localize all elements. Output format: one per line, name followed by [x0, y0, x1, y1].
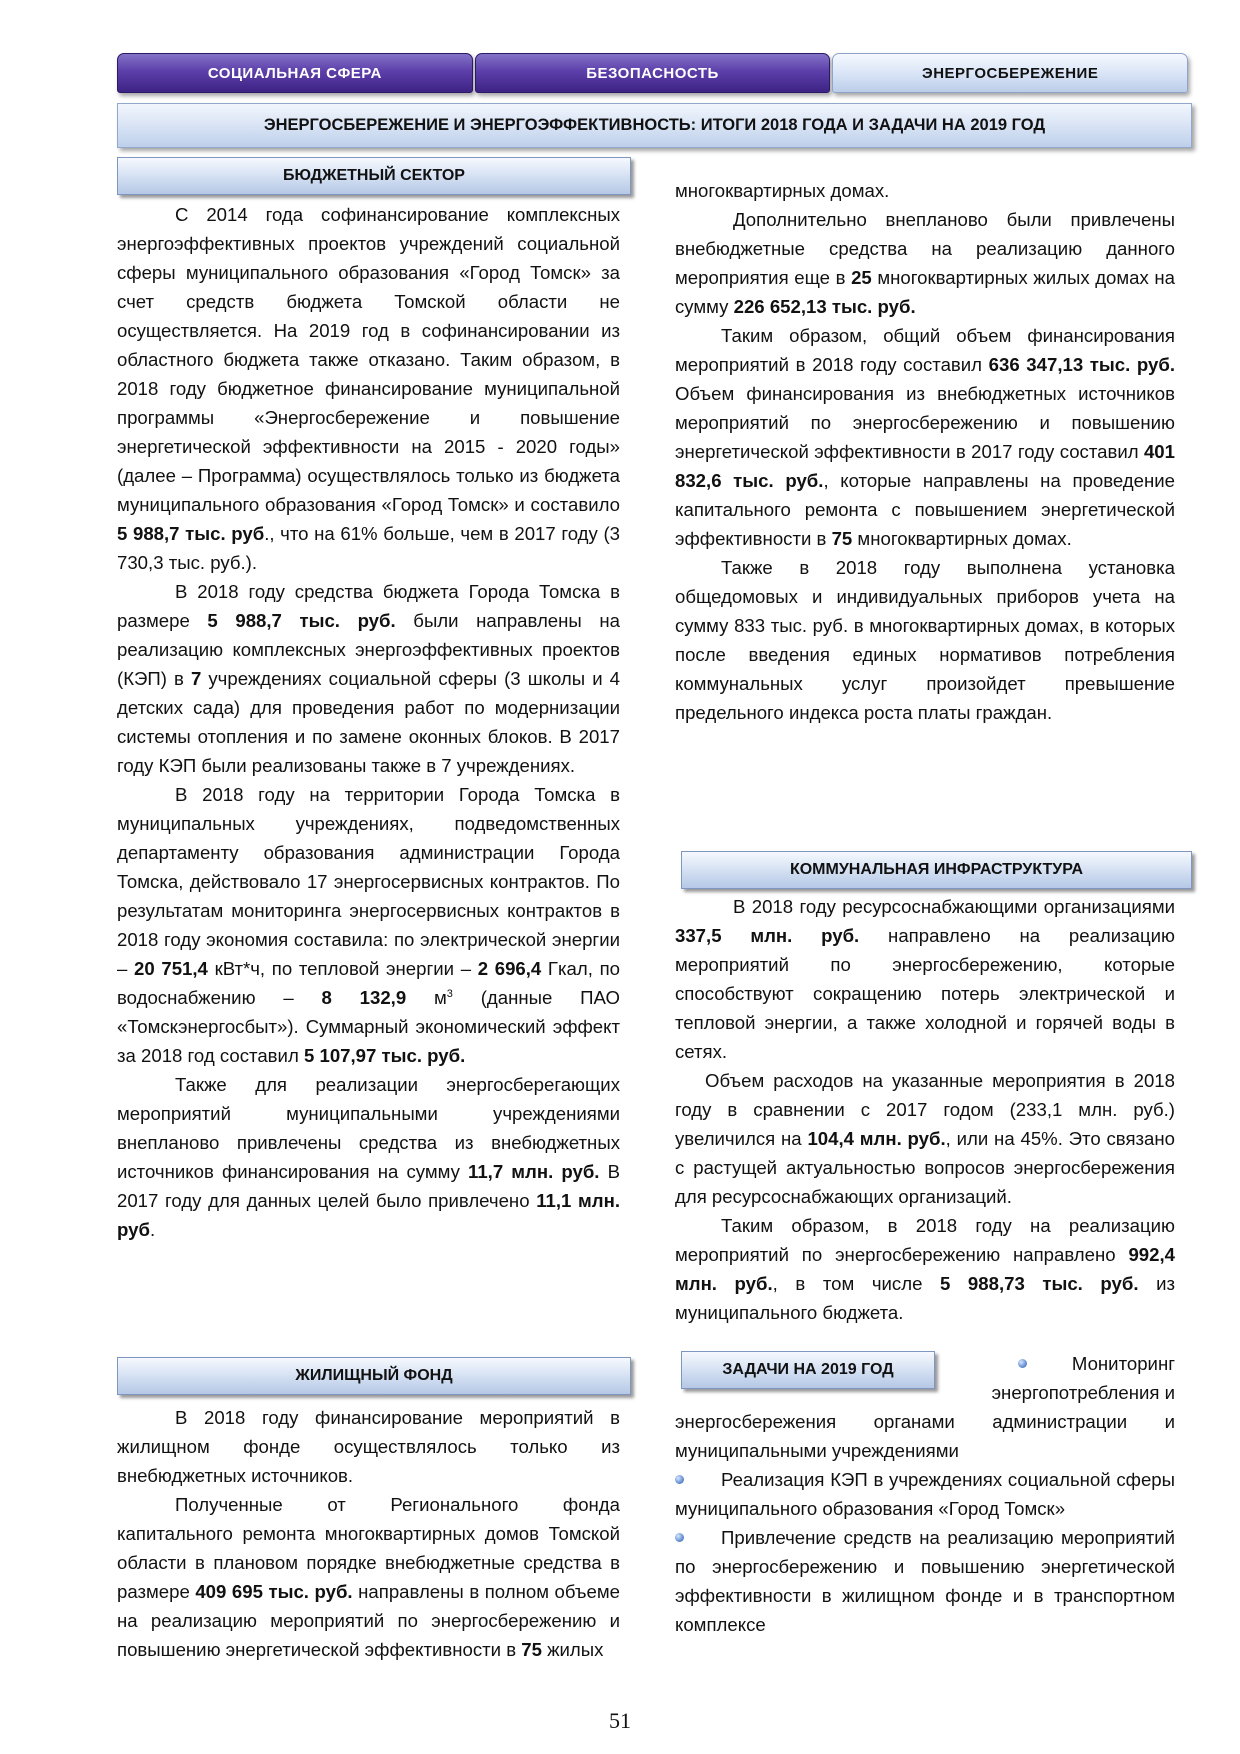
- right-column-housing-cont: [675, 176, 1175, 727]
- paragraph: Объем расходов на указанные мероприятия в 2018 году в сравнении с 2017 годом (233,1 млн. руб.) увеличился на 104,4 млн. руб., или на 45%. Это связано с растущей актуальностью вопросов энергосбережения для ресурсоснабжающих организаций.: [675, 1070, 1175, 1207]
- tab-social-sphere[interactable]: СОЦИАЛЬНАЯ СФЕРА: [117, 53, 473, 93]
- paragraph: С 2014 года софинансирование комплексных энергоэффективных проектов учреждений социальной сферы муниципального образования «Город Томск» за счет средств бюджета Томской области не осуществляется. На 2019 год в софинансировании из областного бюджета также отказано. Таким образом, в 2018 году бюджетное финансирование муниципальной программы «Энергосбережение и повышение энергетической эффективности на 2015 - 2020 годы» (далее – Программа) осуществлялось только из бюджета муниципального образования «Город Томск» и составило 5 988,7 тыс. руб., что на 61% больше, чем в 2017 году (3 730,3 тыс. руб.).: [117, 204, 620, 573]
- paragraph: Дополнительно внепланово были привлечены внебюджетные средства на реализацию данного мероприятия еще в 25 многоквартирных жилых домах на сумму 226 652,13 тыс. руб.: [675, 209, 1176, 317]
- paragraph: Также в 2018 году выполнена установка общедомовых и индивидуальных приборов учета на сумму 833 тыс. руб. в многоквартирных домах, в которых после введения единых нормативов потребления коммунальных услуг произойдет превышение предельного индекса роста платы граждан.: [675, 557, 1175, 723]
- right-column-communal: [675, 892, 1175, 1327]
- section-header-housing: ЖИЛИЩНЫЙ ФОНД: [117, 1357, 631, 1395]
- paragraph: Таким образом, общий объем финансирования мероприятий в 2018 году составил 636 347,13 тыс. руб. Объем финансирования из внебюджетных источников мероприятий по энергосбережению и повышению энергетической эффективности в 2017 году составил 401 832,6 тыс. руб., которые направлены на проведение капитального ремонта с повышением энергетической эффективности в 75 многоквартирных домах.: [675, 325, 1175, 549]
- article-title-banner: ЭНЕРГОСБЕРЕЖЕНИЕ И ЭНЕРГОЭФФЕКТИВНОСТЬ: ИТОГИ 2018 ГОДА И ЗАДАЧИ НА 2019 ГОД: [117, 103, 1192, 148]
- paragraph: В 2018 году финансирование мероприятий в жилищном фонде осуществлялось только из внебюджетных источников.: [117, 1407, 620, 1486]
- bullet-icon: [675, 1533, 684, 1542]
- tab-security[interactable]: БЕЗОПАСНОСТЬ: [475, 53, 831, 93]
- paragraph: Таким образом, в 2018 году на реализацию мероприятий по энергосбережению направлено 992,4 млн. руб., в том числе 5 988,73 тыс. руб. из муниципального бюджета.: [675, 1215, 1176, 1323]
- list-item: Привлечение средств на реализацию мероприятий по энергосбережению и повышению энергетической эффективности в жилищном фонде и в транспортном комплексе: [675, 1527, 1175, 1635]
- tab-energy-saving[interactable]: ЭНЕРГОСБЕРЕЖЕНИЕ: [832, 53, 1188, 93]
- task-item-1-head: [960, 1349, 1175, 1407]
- paragraph: В 2018 году ресурсоснабжающими организациями 337,5 млн. руб. направлено на реализацию мероприятий по энергосбережению, которые способствуют сокращению потерь электрической и тепловой энергии, а также холодной и горячей воды в сетях.: [675, 896, 1175, 1062]
- left-column-budget: [117, 200, 620, 1244]
- bullet-icon: [1018, 1359, 1027, 1368]
- paragraph: В 2018 году средства бюджета Города Томска в размере 5 988,7 тыс. руб. были направлены на реализацию комплексных энергоэффективных проектов (КЭП) в 7 учреждениях социальной сферы (3 школы и 4 детских сада) для проведения работ по модернизации системы отопления и по замене оконных блоков. В 2017 году КЭП были реализованы также в 7 учреждениях.: [117, 581, 620, 776]
- left-column-housing: [117, 1403, 620, 1664]
- list-item: Мониторинг: [1071, 1353, 1175, 1374]
- page-number: 51: [609, 1708, 631, 1733]
- section-tab-bar: [117, 53, 1190, 93]
- bullet-icon: [675, 1475, 684, 1484]
- paragraph: многоквартирных домах.: [675, 180, 890, 201]
- section-header-communal: КОММУНАЛЬНАЯ ИНФРАСТРУКТУРА: [681, 851, 1192, 889]
- paragraph: Полученные от Регионального фонда капитального ремонта многоквартирных домов Томской области в плановом порядке внебюджетные средства в размере 409 695 тыс. руб. направлены в полном объеме на реализацию мероприятий по энергосбережению и повышению энергетической эффективности в 75 жилых: [117, 1494, 620, 1660]
- tasks-list: [675, 1407, 1175, 1639]
- list-item: энергопотребления и: [991, 1382, 1175, 1403]
- paragraph: В 2018 году на территории Города Томска в муниципальных учреждениях, подведомственных департаменту образования администрации Города Томска, действовало 17 энергосервисных контрактов. По результатам мониторинга энергосервисных контрактов в 2018 году экономия составила: по электрической энергии – 20 751,4 кВт*ч, по тепловой энергии – 2 696,4 Гкал, по водоснабжению – 8 132,9 $м^3$ (данные ПАО «Томскэнергосбыт»). Суммарный экономический эффект за 2018 год составил 5 107,97 тыс. руб.: [117, 784, 620, 1066]
- section-header-tasks: ЗАДАЧИ НА 2019 ГОД: [681, 1351, 935, 1389]
- list-item: энергосбережения органами администрации и муниципальными учреждениями: [675, 1411, 1175, 1461]
- paragraph: Также для реализации энергосберегающих мероприятий муниципальными учреждениями внепланово привлечены средства из внебюджетных источников финансирования на сумму 11,7 млн. руб. В 2017 году для данных целей было привлечено 11,1 млн. руб.: [117, 1074, 621, 1240]
- section-header-budget: БЮДЖЕТНЫЙ СЕКТОР: [117, 157, 631, 195]
- list-item: Реализация КЭП в учреждениях социальной сферы муниципального образования «Город Томск»: [675, 1469, 1175, 1519]
